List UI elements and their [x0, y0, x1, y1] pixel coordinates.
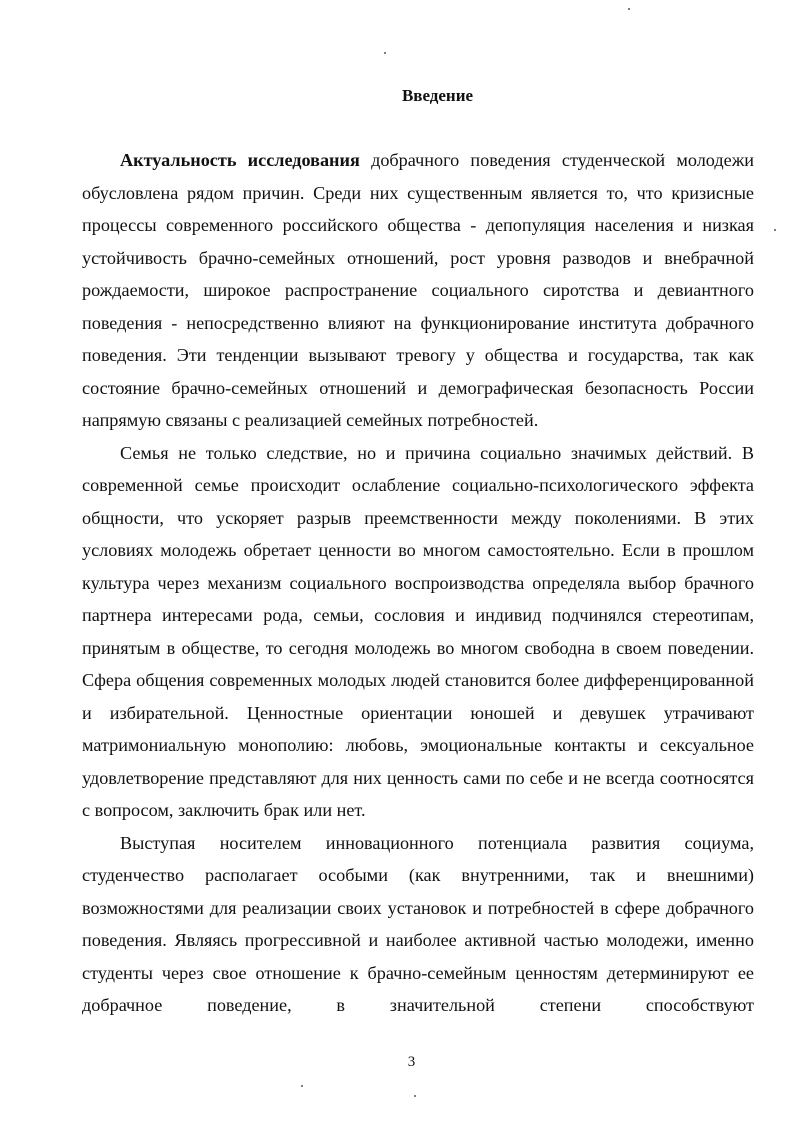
scan-speck: [774, 229, 776, 231]
document-body: [82, 144, 754, 1022]
scan-speck: [301, 1085, 303, 1087]
section-title: Введение: [401, 86, 474, 105]
paragraph-students: [82, 827, 754, 1022]
paragraph-text: Семья не только следствие, но и причина социально значимых действий. В современной семье происходит ослабление социально-психологического эффекта общности, что ускоряет разрыв преемственности между поколениями. В этих условиях молодежь обретает ценности во многом самостоятельно. Если в прошлом культура через механизм социального воспроизводства определяла выбор брачного партнера интересами рода, семьи, сословия и индивид подчинялся стереотипам, принятым в обществе, то сегодня молодежь во многом свободна в своем поведении. Сфера общения современных молодых людей становится более дифференцированной и избирательной. Ценностные ориентации юношей и девушек утрачивают матримониальную монополию: любовь, эмоциональные контакты и сексуальное удовлетворение представляют для них ценность сами по себе и не всегда соотносятся с вопросом, заключить брак или нет.: [82, 442, 754, 820]
paragraph-relevance: [82, 144, 754, 437]
scan-speck: [384, 52, 386, 54]
scan-speck: [414, 1095, 416, 1097]
paragraph-text: Выступая носителем инновационного потенциала развития социума, студенчество располагает особыми (как внутренними, так и внешними) возможностями для реализации своих установок и потребностей в сфере добрачного поведения. Являясь прогрессивной и наиболее активной частью молодежи, именно студенты через свое отношение к брачно-семейным ценностям детерминируют ее добрачное поведение, в значительной степени способствуют: [82, 832, 754, 1015]
paragraph-text: добрачного поведения студенческой молодежи обусловлена рядом причин. Среди них существенным является то, что кризисные процессы современного российского общества - депопуляция населения и низкая устойчивость брачно-семейных отношений, рост уровня разводов и внебрачной рождаемости, широкое распространение социального сиротства и девиантного поведения - непосредственно влияют на функционирование института добрачного поведения. Эти тенденции вызывают тревогу у общества и государства, так как состояние брачно-семейных отношений и демографическая безопасность России напрямую связаны с реализацией семейных потребностей.: [82, 150, 754, 430]
scan-speck: [628, 8, 630, 10]
paragraph-lead: Актуальность исследования: [120, 150, 360, 170]
paragraph-family: [82, 437, 754, 827]
page-number: 3: [407, 1054, 416, 1070]
